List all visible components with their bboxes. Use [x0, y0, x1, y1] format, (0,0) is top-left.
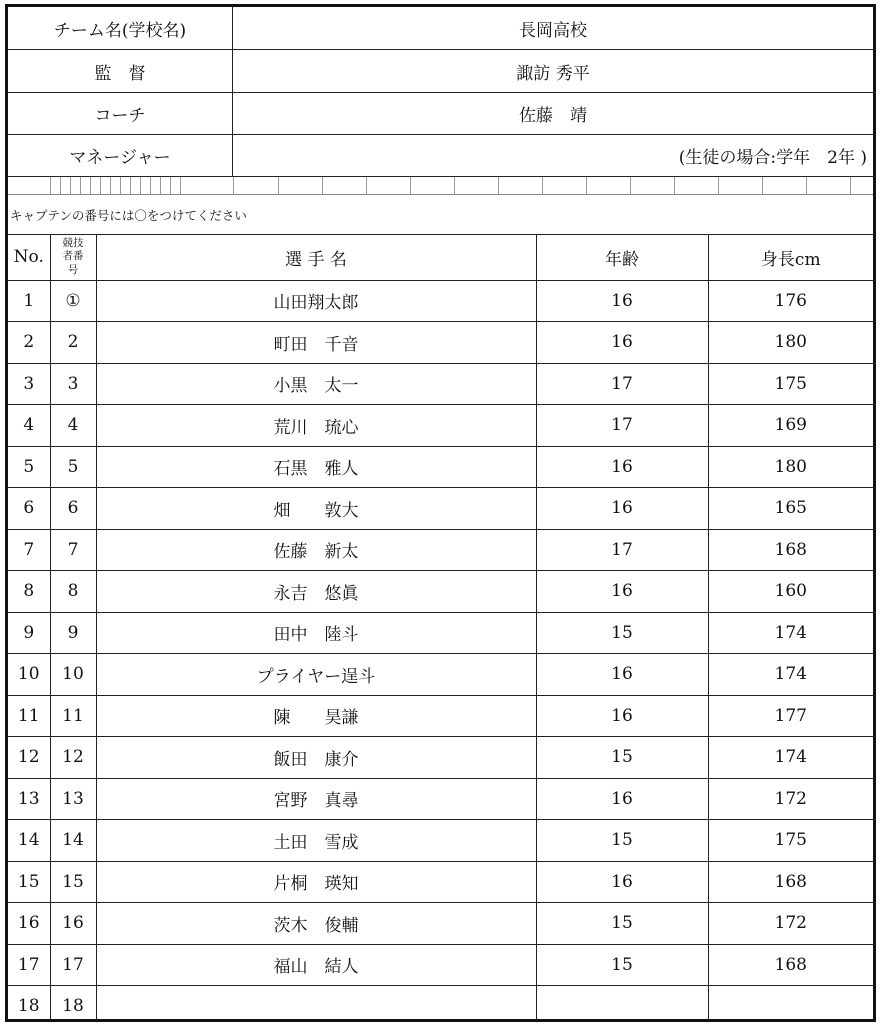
row-player-name: 片桐 瑛知 — [96, 861, 536, 903]
row-age: 16 — [536, 280, 708, 322]
grid-tick — [150, 177, 151, 194]
row-height: 180 — [708, 322, 873, 364]
header-competitor-number-label: 競技者番号 — [62, 236, 84, 277]
grid-tick — [322, 177, 323, 194]
table-row — [8, 280, 873, 322]
row-competitor-number: 18 — [50, 986, 96, 1023]
grid-tick — [586, 177, 587, 194]
row-player-name: 畑 敦大 — [96, 488, 536, 530]
row-player-name: 山田翔太郎 — [96, 280, 536, 322]
row-no: 15 — [8, 861, 50, 903]
team-row — [8, 7, 873, 50]
row-competitor-number: 13 — [50, 778, 96, 820]
row-age: 17 — [536, 363, 708, 405]
row-no: 12 — [8, 737, 50, 779]
row-height: 174 — [708, 654, 873, 696]
row-no: 4 — [8, 405, 50, 447]
grid-tick — [278, 177, 279, 194]
table-row — [8, 529, 873, 571]
row-height: 180 — [708, 446, 873, 488]
grid-tick — [140, 177, 141, 194]
table-row — [8, 488, 873, 530]
row-player-name: 飯田 康介 — [96, 737, 536, 779]
row-competitor-number: 16 — [50, 903, 96, 945]
row-player-name: 宮野 真尋 — [96, 778, 536, 820]
grid-tick — [100, 177, 101, 194]
table-row — [8, 654, 873, 696]
row-age: 15 — [536, 737, 708, 779]
grid-tick — [110, 177, 111, 194]
grid-tick — [180, 177, 181, 194]
coach-label: コーチ — [8, 93, 233, 134]
table-header-row — [8, 235, 873, 280]
grid-tick — [630, 177, 631, 194]
row-player-name: 茨木 俊輔 — [96, 903, 536, 945]
row-height: 165 — [708, 488, 873, 530]
head-coach-value: 諏訪 秀平 — [516, 63, 590, 84]
row-age: 16 — [536, 861, 708, 903]
row-no: 6 — [8, 488, 50, 530]
grid-tick — [454, 177, 455, 194]
row-competitor-number: 6 — [50, 488, 96, 530]
row-no: 3 — [8, 363, 50, 405]
row-competitor-number: ① — [50, 280, 96, 322]
row-age: 16 — [536, 778, 708, 820]
row-age: 15 — [536, 612, 708, 654]
row-height: 174 — [708, 737, 873, 779]
row-no: 13 — [8, 778, 50, 820]
head-coach-row — [8, 50, 873, 93]
row-competitor-number: 7 — [50, 529, 96, 571]
row-height: 174 — [708, 612, 873, 654]
row-competitor-number: 8 — [50, 571, 96, 613]
grid-tick — [674, 177, 675, 194]
row-age: 15 — [536, 903, 708, 945]
row-competitor-number: 15 — [50, 861, 96, 903]
row-no: 11 — [8, 695, 50, 737]
row-player-name: 佐藤 新太 — [96, 529, 536, 571]
row-age: 16 — [536, 446, 708, 488]
table-row — [8, 986, 873, 1023]
coach-value: 佐藤 靖 — [519, 106, 587, 126]
row-age: 16 — [536, 695, 708, 737]
row-player-name: プライヤー逞斗 — [96, 654, 536, 696]
roster-table — [8, 235, 873, 1022]
manager-value: (生徒の場合:学年 2年 ) — [678, 148, 867, 168]
table-row — [8, 944, 873, 986]
row-competitor-number: 10 — [50, 654, 96, 696]
row-height: 168 — [708, 529, 873, 571]
grid-tick — [80, 177, 81, 194]
table-row — [8, 612, 873, 654]
row-height: 160 — [708, 571, 873, 613]
row-height: 177 — [708, 695, 873, 737]
row-competitor-number: 3 — [50, 363, 96, 405]
row-no: 18 — [8, 986, 50, 1023]
grid-tick — [498, 177, 499, 194]
header-no: No. — [8, 235, 50, 280]
table-row — [8, 778, 873, 820]
grid-tick — [762, 177, 763, 194]
row-competitor-number: 2 — [50, 322, 96, 364]
row-age: 16 — [536, 654, 708, 696]
table-row — [8, 405, 873, 447]
row-no: 17 — [8, 944, 50, 986]
row-height: 176 — [708, 280, 873, 322]
grid-tick — [130, 177, 131, 194]
row-competitor-number: 12 — [50, 737, 96, 779]
row-no: 10 — [8, 654, 50, 696]
grid-tick — [170, 177, 171, 194]
table-row — [8, 695, 873, 737]
row-competitor-number: 4 — [50, 405, 96, 447]
grid-tick — [120, 177, 121, 194]
grid-tick-row — [8, 177, 873, 195]
row-competitor-number: 17 — [50, 944, 96, 986]
row-player-name: 陳 昊謙 — [96, 695, 536, 737]
grid-tick — [410, 177, 411, 194]
row-height: 175 — [708, 820, 873, 862]
table-row — [8, 903, 873, 945]
row-player-name: 福山 結人 — [96, 944, 536, 986]
head-coach-label: 監 督 — [8, 50, 233, 92]
row-no: 1 — [8, 280, 50, 322]
grid-tick — [806, 177, 807, 194]
grid-tick — [542, 177, 543, 194]
row-player-name — [96, 986, 536, 1023]
row-height: 172 — [708, 903, 873, 945]
row-height: 169 — [708, 405, 873, 447]
row-no: 16 — [8, 903, 50, 945]
header-competitor-number — [50, 235, 96, 280]
grid-tick — [366, 177, 367, 194]
row-competitor-number: 5 — [50, 446, 96, 488]
team-label: チーム名(学校名) — [8, 7, 233, 49]
header-player-name: 選 手 名 — [96, 235, 536, 280]
row-player-name: 荒川 琉心 — [96, 405, 536, 447]
row-player-name: 小黒 太一 — [96, 363, 536, 405]
row-no: 5 — [8, 446, 50, 488]
row-player-name: 永吉 悠眞 — [96, 571, 536, 613]
table-row — [8, 571, 873, 613]
row-no: 8 — [8, 571, 50, 613]
row-height: 168 — [708, 861, 873, 903]
header-age: 年齢 — [536, 235, 708, 280]
row-height: 172 — [708, 778, 873, 820]
row-player-name: 石黒 雅人 — [96, 446, 536, 488]
roster-sheet — [5, 4, 876, 1022]
row-age: 16 — [536, 322, 708, 364]
table-row — [8, 322, 873, 364]
table-row — [8, 446, 873, 488]
row-competitor-number: 14 — [50, 820, 96, 862]
row-height: 168 — [708, 944, 873, 986]
grid-tick — [160, 177, 161, 194]
coach-row — [8, 93, 873, 135]
grid-tick — [90, 177, 91, 194]
table-row — [8, 820, 873, 862]
row-age: 15 — [536, 820, 708, 862]
row-no: 7 — [8, 529, 50, 571]
row-age: 15 — [536, 944, 708, 986]
row-height — [708, 986, 873, 1023]
row-no: 9 — [8, 612, 50, 654]
row-competitor-number: 11 — [50, 695, 96, 737]
grid-tick — [233, 177, 234, 194]
row-player-name: 田中 陸斗 — [96, 612, 536, 654]
row-no: 14 — [8, 820, 50, 862]
header-height: 身長cm — [708, 235, 873, 280]
grid-tick — [60, 177, 61, 194]
captain-note: キャプテンの番号には〇をつけてください — [8, 195, 873, 235]
row-age — [536, 986, 708, 1023]
team-value: 長岡高校 — [519, 20, 587, 41]
row-age: 17 — [536, 529, 708, 571]
table-row — [8, 861, 873, 903]
row-age: 16 — [536, 571, 708, 613]
row-no: 2 — [8, 322, 50, 364]
grid-tick — [70, 177, 71, 194]
row-player-name: 土田 雪成 — [96, 820, 536, 862]
manager-row — [8, 135, 873, 177]
manager-label: マネージャー — [8, 135, 233, 176]
row-player-name: 町田 千音 — [96, 322, 536, 364]
grid-tick — [50, 177, 51, 194]
row-height: 175 — [708, 363, 873, 405]
table-row — [8, 363, 873, 405]
row-age: 16 — [536, 488, 708, 530]
table-row — [8, 737, 873, 779]
grid-tick — [718, 177, 719, 194]
grid-tick — [850, 177, 851, 194]
row-age: 17 — [536, 405, 708, 447]
row-competitor-number: 9 — [50, 612, 96, 654]
